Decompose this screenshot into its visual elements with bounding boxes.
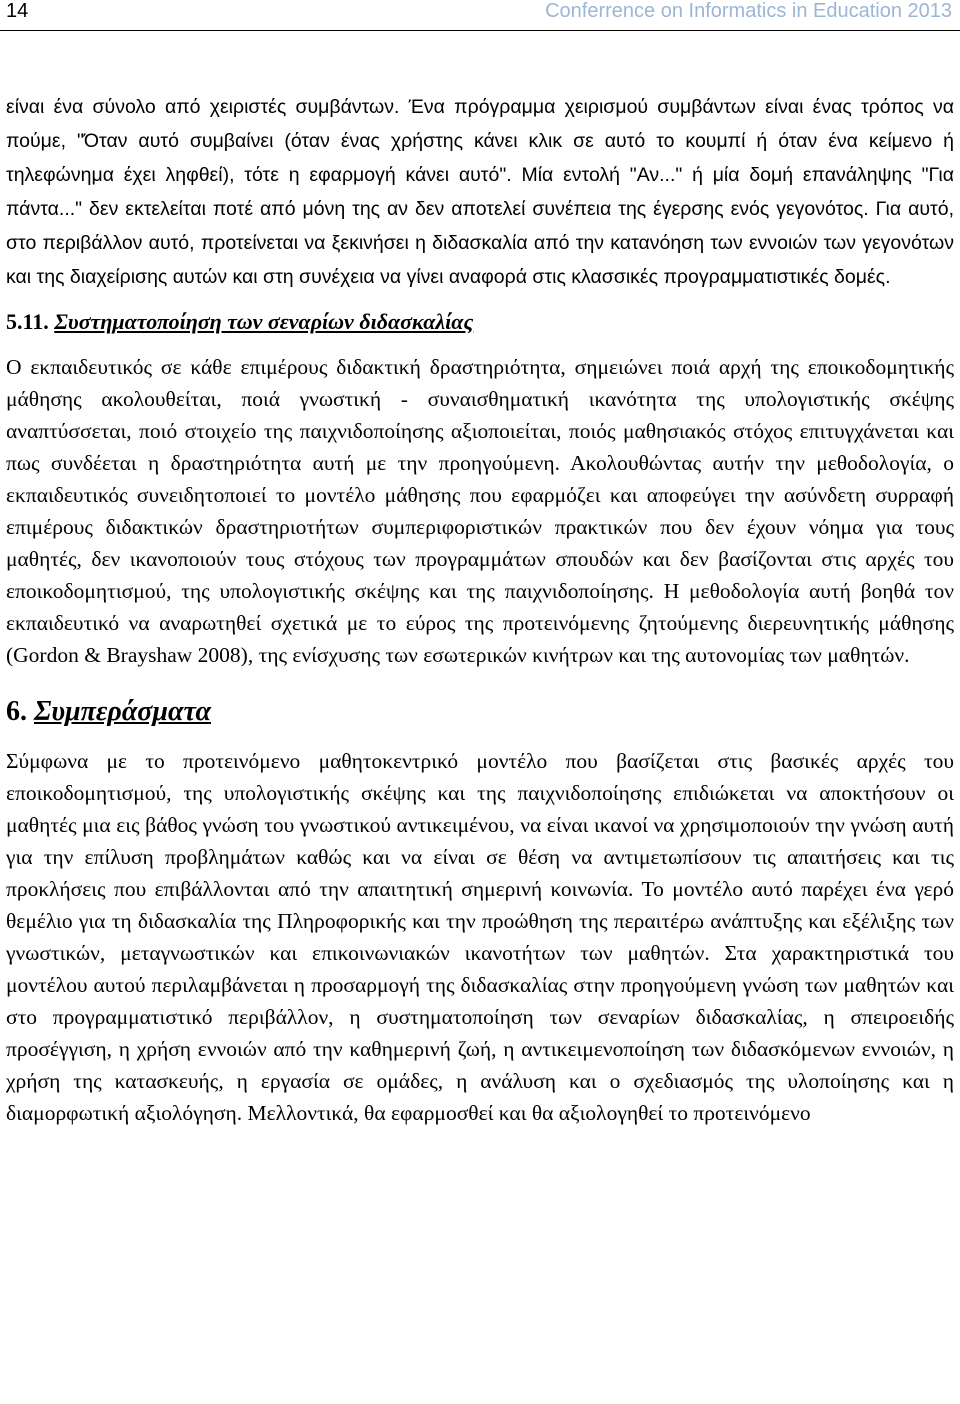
section-title: Συμπεράσματα xyxy=(34,696,211,727)
paragraph-sentence-group: Το μοντέλο αυτό παρέχει ένα γερό θεμέλιο για τη διδασκαλία της Πληροφορικής και την προώθηση της περαιτέρω ανάπτυξης και εξέλιξης των γνωστικών, μεταγνωστικών και επικοινωνιακών ικανοτήτων των μαθητών. xyxy=(6,877,954,965)
section-number: 6. xyxy=(6,696,27,727)
paragraph-sentence-group: Η μεθοδολογία αυτή βοηθά τον εκπαιδευτικό να αναρωτηθεί σχετικά με το εύρος της προτεινόμενης ζητούμενης διερευνητικής μάθησης (Gordon & Brayshaw 2008), της ενίσχυσης των εσωτερικών κινήτρων και της αυτονομίας των μαθητών. xyxy=(6,579,954,667)
section-title: Συστηματοποίηση των σεναρίων διδασκαλίας xyxy=(54,309,474,334)
paragraph-sentence-group: Ο εκπαιδευτικός σε κάθε επιμέρους διδακτική δραστηριότητα, σημειώνει ποιά αρχή της εποικοδομητικής μάθησης ακολουθείται, ποιά γνωστική - συναισθηματική ικανότητα της υπολογιστικής σκέψης αναπτύσσεται, ποιό στοιχείο της παιχνιδοποίησης αξιοποιείται, ποιός μαθησιακός στόχος επιτυγχάνεται και πως συνδέεται η δραστηριότητα αυτή με την προηγούμενη. xyxy=(6,355,954,475)
intro-paragraph: είναι ένα σύνολο από χειριστές συμβάντων. Ένα πρόγραμμα χειρισμού συμβάντων είναι ένας τρόπος να πούμε, "Όταν αυτό συμβαίνει (όταν ένας χρήστης κάνει κλικ σε αυτό το κουμπί ή όταν ένα κείμενο ή τηλεφώνημα έχει ληφθεί), τότε η εφαρμογή κάνει αυτό". Μία εντολή "Αν..." ή μία δομή επανάληψης "Για πάντα..." δεν εκτελείται ποτέ από μόνη της αν δεν αποτελεί συνέπεια της έγερσης ενός γεγονότος. Για αυτό, στο περιβάλλον αυτό, προτείνεται να ξεκινήσει η διδασκαλία από την κατανόηση των εννοιών των γεγονότων και της διαχείρισης αυτών και στη συνέχεια να γίνει αναφορά στις κλασσικές προγραμματιστικές δομές. xyxy=(6,96,954,288)
header-rule xyxy=(0,30,960,31)
paragraph-sentence-group: Ακολουθώντας αυτήν την μεθοδολογία, ο εκπαιδευτικός συνειδητοποιεί το μοντέλο μάθησης που εφαρμόζει και αποφεύγει την ασύνδετη συρραφή επιμέρους διδακτικών δραστηριοτήτων συμπεριφοριστικών πρακτικών που δεν έχουν νόημα για τους μαθητές, δεν ικανοποιούν τους στόχους των προγραμμάτων σπουδών και δεν βασίζονται στις αρχές του εποικοδομητισμού, της υπολογιστικής σκέψης και της παιχνιδοποίησης. xyxy=(6,451,954,603)
running-head: Conferrence on Informatics in Education 2013 xyxy=(545,0,952,22)
section-heading-6 xyxy=(6,694,954,730)
page-number: 14 xyxy=(6,0,29,22)
paragraph-sentence-group: Σύμφωνα με το προτεινόμενο μαθητοκεντρικό μοντέλο που βασίζεται στις βασικές αρχές του εποικοδομητισμού, της υπολογιστικής σκέψης και της παιχνιδοποίησης επιδιώκεται να αποκτήσουν οι μαθητές μια εις βάθος γνώση του γνωστικού αντικειμένου, να είναι ικανοί να χρησιμοποιούν την γνώση αυτή για την επίλυση προβλημάτων καθώς και να είναι σε θέση να αντιμετωπίσουν τις απαιτήσεις και τις προκλήσεις που επιβάλλονται από την απαιτητική σημερινή κοινωνία. xyxy=(6,749,954,901)
section-6-paragraph xyxy=(6,745,954,1129)
section-number: 5.11. xyxy=(6,309,49,334)
section-5-11-paragraph xyxy=(6,351,954,671)
page-header xyxy=(0,0,960,34)
section-heading-5-11 xyxy=(6,307,954,337)
page-body xyxy=(6,90,954,1129)
paragraph-sentence-group: Στα χαρακτηριστικά του μοντέλου αυτού περιλαμβάνεται η προσαρμογή της διδασκαλίας στην προηγούμενη γνώση των μαθητών και στο προγραμματιστικό περιβάλλον, η συστηματοποίηση των σεναρίων διδασκαλίας, η σπειροειδής προσέγγιση, η χρήση εννοιών από την καθημερινή ζωή, η αντικειμενοποίηση των διδασκόμενων εννοιών, η χρήση της κατασκευής, η εργασία σε ομάδες, η ανάλυση και ο σχεδιασμός της υλοποίησης και η διαμορφωτική αξιολόγηση. Μελλοντικά, θα εφαρμοσθεί και θα αξιολογηθεί το προτεινόμενο xyxy=(6,941,955,1125)
